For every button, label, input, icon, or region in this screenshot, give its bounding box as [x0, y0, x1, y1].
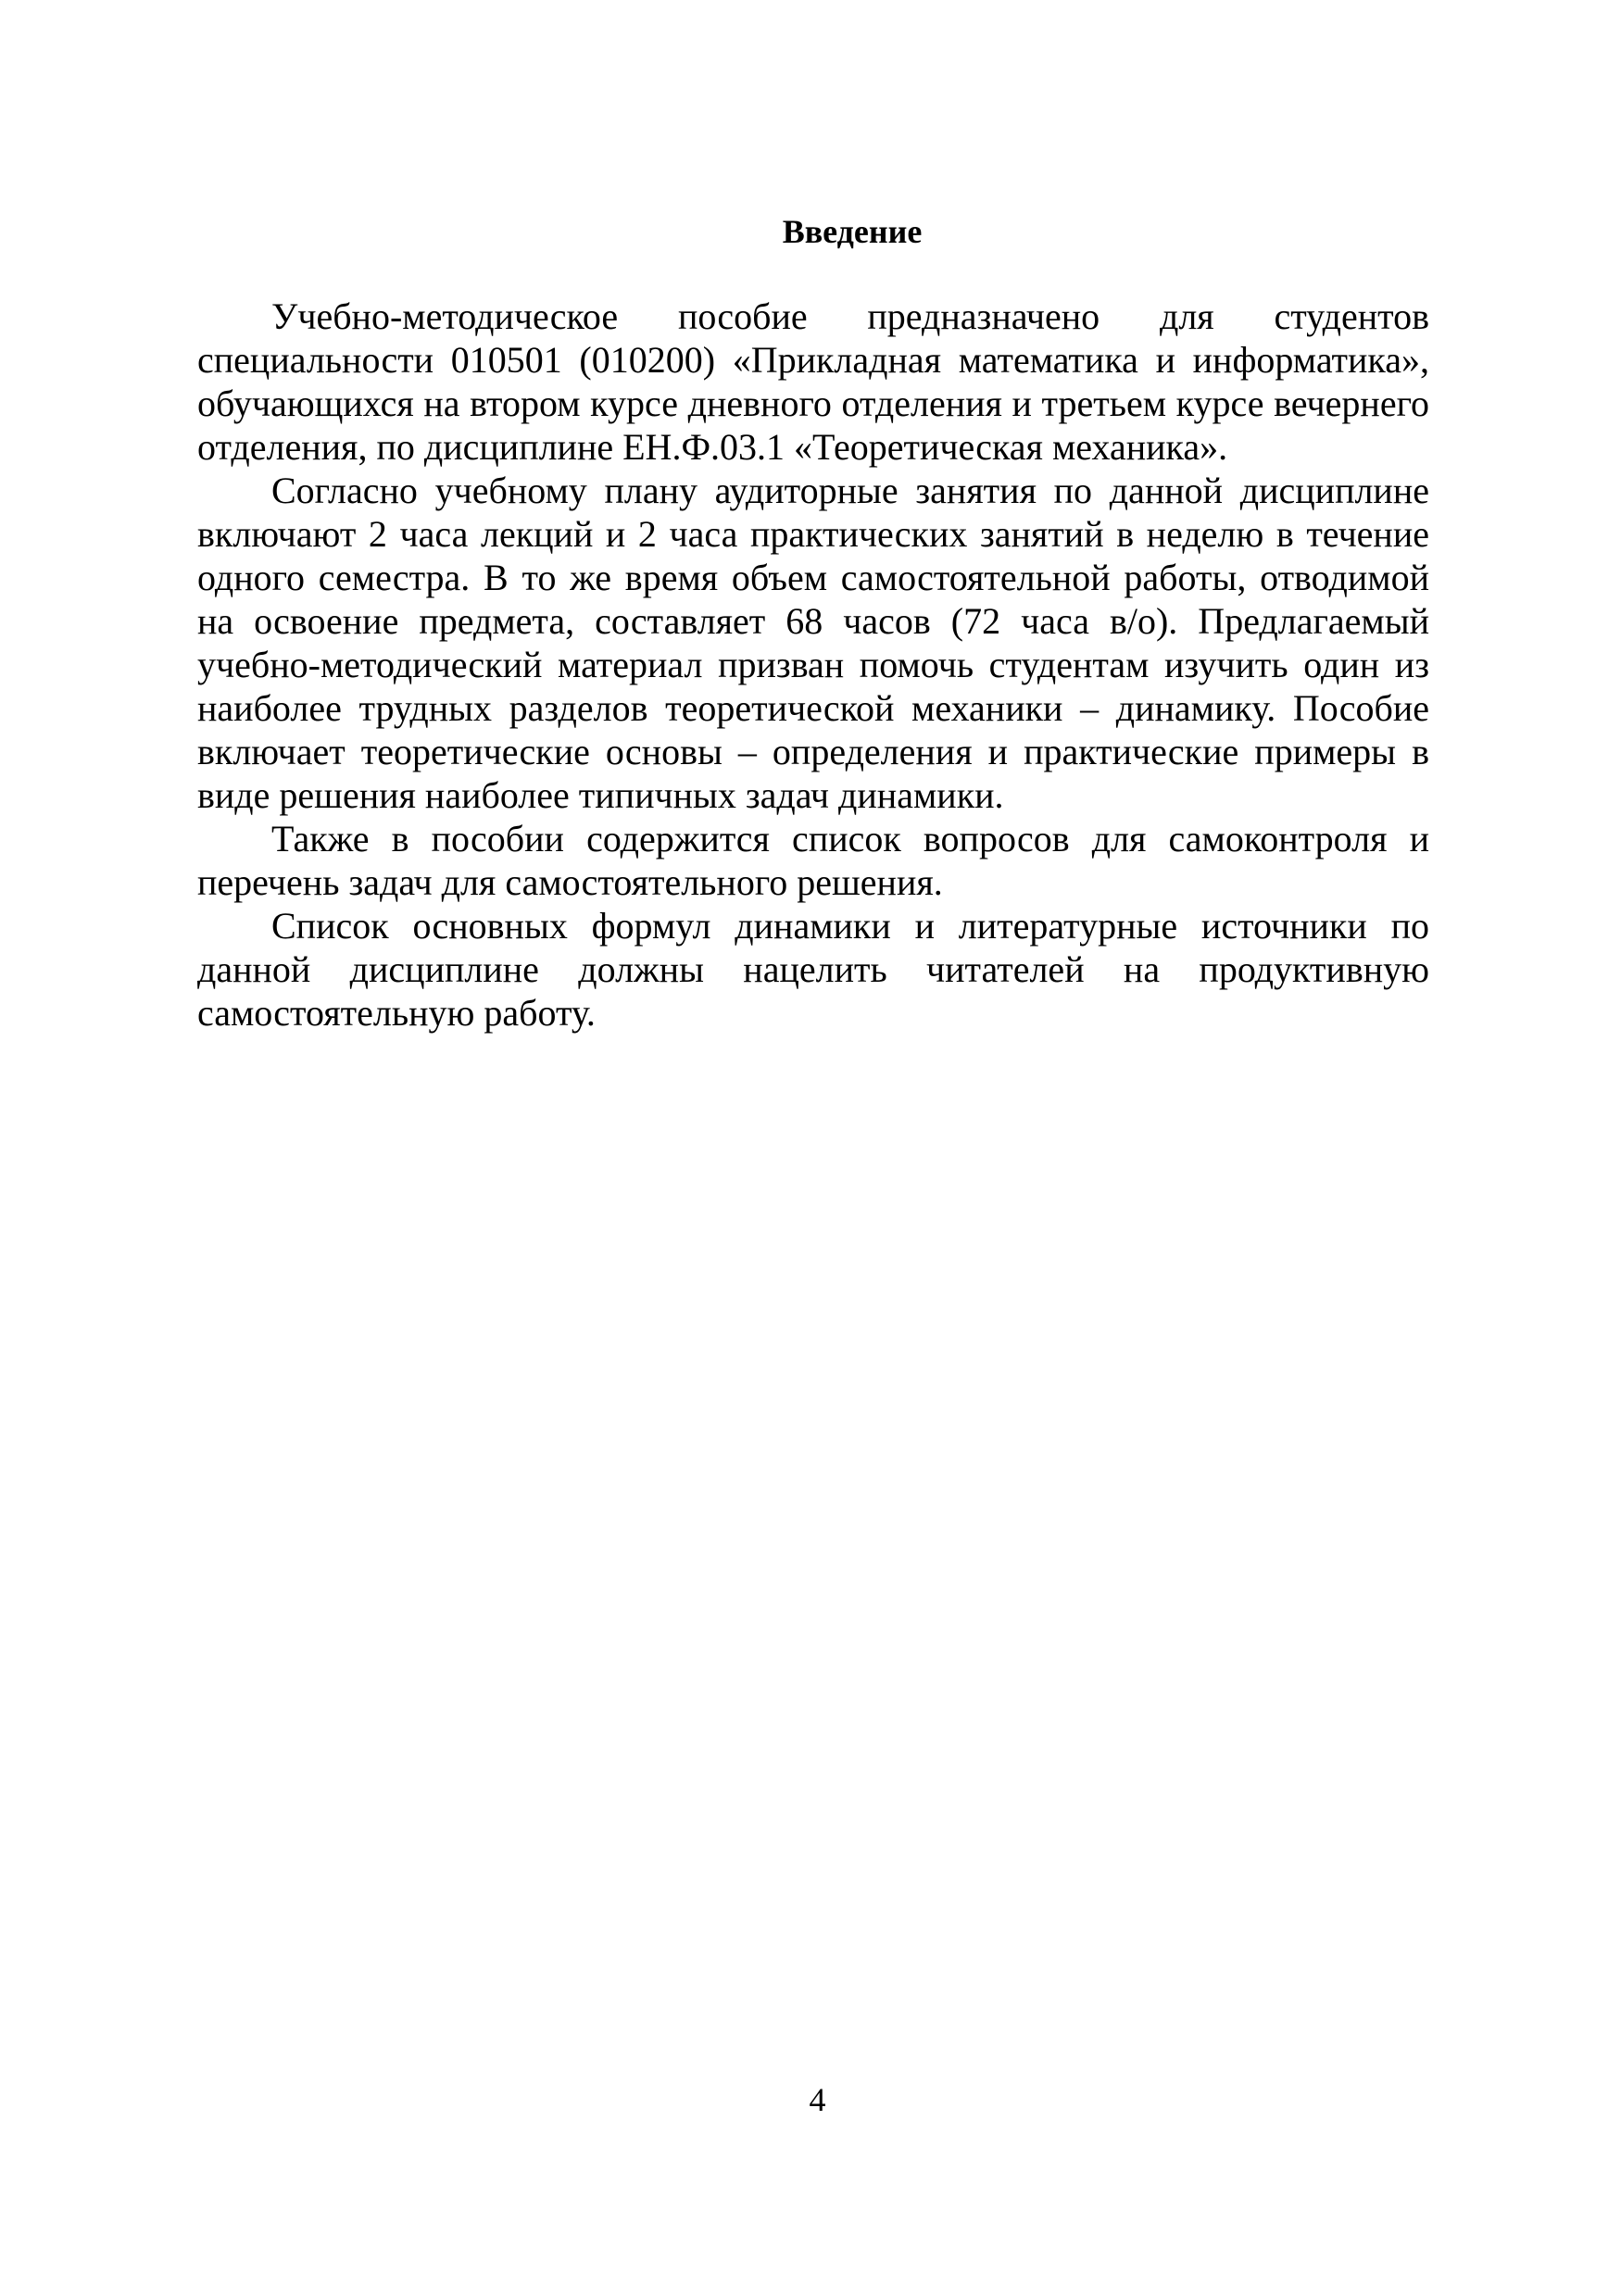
- paragraph-curriculum: Согласно учебному плану аудиторные занятия по данной дисциплине включают 2 часа лекций и 2 часа практических занятий в неделю в течение одного семестра. В то же время объем самостоятельной работы, отводимой на освоение предмета, составляет 68 часов (72 часа в/о). Предлагаемый учебно-методический материал призван помочь студентам изучить один из наиболее трудных разделов теоретической механики – динамику. Пособие включает теоретические основы – определения и практические примеры в виде решения наиболее типичных задач динамики.: [197, 470, 1429, 816]
- paragraph-self-control: Также в пособии содержится список вопросов для самоконтроля и перечень задач для самостоятельного решения.: [197, 818, 1429, 903]
- paragraph-formulas: Список основных формул динамики и литературные источники по данной дисциплине должны нацелить читателей на продуктивную самостоятельную работу.: [197, 905, 1429, 1034]
- section-title: Введение: [782, 213, 923, 250]
- body-text: [197, 295, 1429, 1035]
- page-number: 4: [809, 2081, 826, 2118]
- paragraph-purpose: Учебно-методическое пособие предназначено для студентов специальности 010501 (010200) «Прикладная математика и информатика», обучающихся на втором курсе дневного отделения и третьем курсе вечернего отделения, по дисциплине ЕН.Ф.03.1 «Теоретическая механика».: [197, 295, 1429, 468]
